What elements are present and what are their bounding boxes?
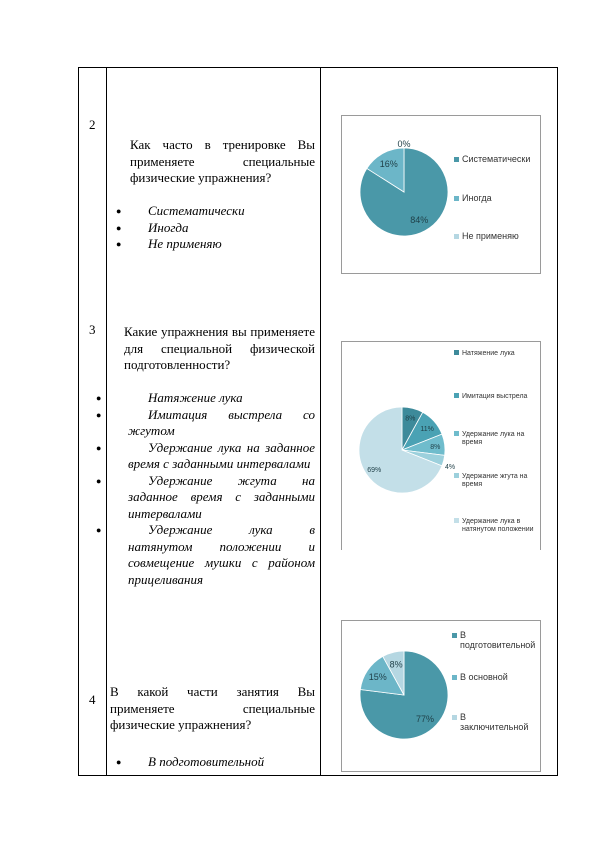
pie-chart-svg — [342, 621, 540, 771]
table-border-col1 — [106, 67, 107, 775]
legend-swatch — [454, 196, 459, 201]
question-text: Как часто в тренировке Вы применяете специальные физические упражнения? — [130, 137, 315, 185]
option-text: Иногда — [148, 219, 189, 235]
table-border-top — [78, 67, 558, 68]
option-text: В подготовительной — [148, 754, 265, 769]
data-label: 8% — [405, 415, 416, 423]
option-text: Удержание лука в натянутом положении и совмещение мушки с районом прицеливания — [128, 522, 315, 587]
list-item: ● Иногда — [116, 219, 189, 235]
list-item: ● Имитация выстрела со жгутом — [96, 406, 315, 438]
question-text: В какой части занятия Вы применяете специальные физические упражнения? — [110, 684, 315, 732]
option-text: Удержание жгута на заданное время с заданными интервалами — [128, 472, 315, 521]
table-border-right — [557, 67, 558, 775]
data-label: 84% — [410, 214, 429, 225]
legend-swatch — [454, 157, 459, 162]
list-item: ● Не применяю — [116, 236, 222, 251]
options-list — [96, 390, 315, 588]
list-item: ● В подготовительной — [116, 754, 265, 769]
legend-swatch — [452, 675, 457, 680]
legend-swatch — [454, 350, 459, 355]
row-number: 4 — [89, 692, 96, 707]
legend-swatch — [454, 473, 459, 478]
legend-swatch — [452, 633, 457, 638]
legend-label: Натяжение лука — [462, 350, 515, 357]
legend-label: Удержание лука на время — [462, 431, 525, 446]
options-list — [116, 203, 315, 253]
list-item: ● Удержание жгута на заданное время с заданными интервалами — [96, 472, 315, 521]
data-label: 11% — [420, 425, 434, 433]
legend-label: Систематически — [462, 154, 531, 164]
legend-label: В основной — [460, 672, 508, 682]
legend-label: Имитация выстрела — [462, 393, 528, 400]
pie-chart-session-part — [341, 620, 541, 772]
table-border-left — [78, 67, 79, 775]
list-item: ● Натяжение лука — [96, 390, 243, 405]
option-text: Имитация выстрела со жгутом — [128, 406, 315, 438]
legend-swatch — [454, 393, 459, 398]
pie-chart-svg — [342, 342, 540, 550]
legend-swatch — [454, 431, 459, 436]
legend-swatch — [454, 234, 459, 239]
legend-label: Удержание лука в натянутом положении — [462, 518, 534, 533]
data-label: 77% — [415, 713, 434, 724]
data-label: 8% — [389, 659, 403, 670]
option-text: Систематически — [148, 203, 245, 218]
list-item: ● Систематически — [116, 203, 245, 218]
data-label: 8% — [430, 443, 441, 451]
pie-chart-exercises — [341, 341, 541, 550]
legend-label: В заключительной — [460, 712, 529, 732]
data-label: 69% — [367, 466, 382, 474]
legend-label: Удержание жгута на время — [462, 473, 528, 488]
row-number: 3 — [89, 322, 96, 337]
pie-chart-svg — [342, 116, 540, 273]
legend-swatch — [452, 715, 457, 720]
data-label: 0% — [397, 139, 411, 149]
legend-label: В подготовительной — [460, 630, 536, 650]
data-label: 4% — [444, 464, 456, 471]
row-number: 2 — [89, 117, 96, 132]
option-text: Удержание лука на заданное время с заданными интервалами — [128, 439, 315, 471]
data-label: 15% — [368, 672, 387, 683]
pie-chart-frequency — [341, 115, 541, 274]
option-text: Натяжение лука — [148, 390, 243, 405]
table-border-bottom — [78, 775, 558, 776]
question-text: Какие упражнения вы применяете для специальной физической подготовленности? — [124, 324, 315, 372]
list-item: ● Удержание лука в натянутом положении и совмещение мушки с районом прицеливания — [96, 522, 315, 587]
table-border-col2 — [320, 67, 321, 775]
legend-label: Не применяю — [462, 231, 519, 241]
data-label: 16% — [379, 159, 398, 170]
options-list — [116, 754, 315, 771]
option-text: Не применяю — [148, 236, 222, 251]
list-item: ● Удержание лука на заданное время с заданными интервалами — [96, 439, 315, 471]
legend-label: Иногда — [462, 193, 492, 203]
legend-swatch — [454, 518, 459, 523]
